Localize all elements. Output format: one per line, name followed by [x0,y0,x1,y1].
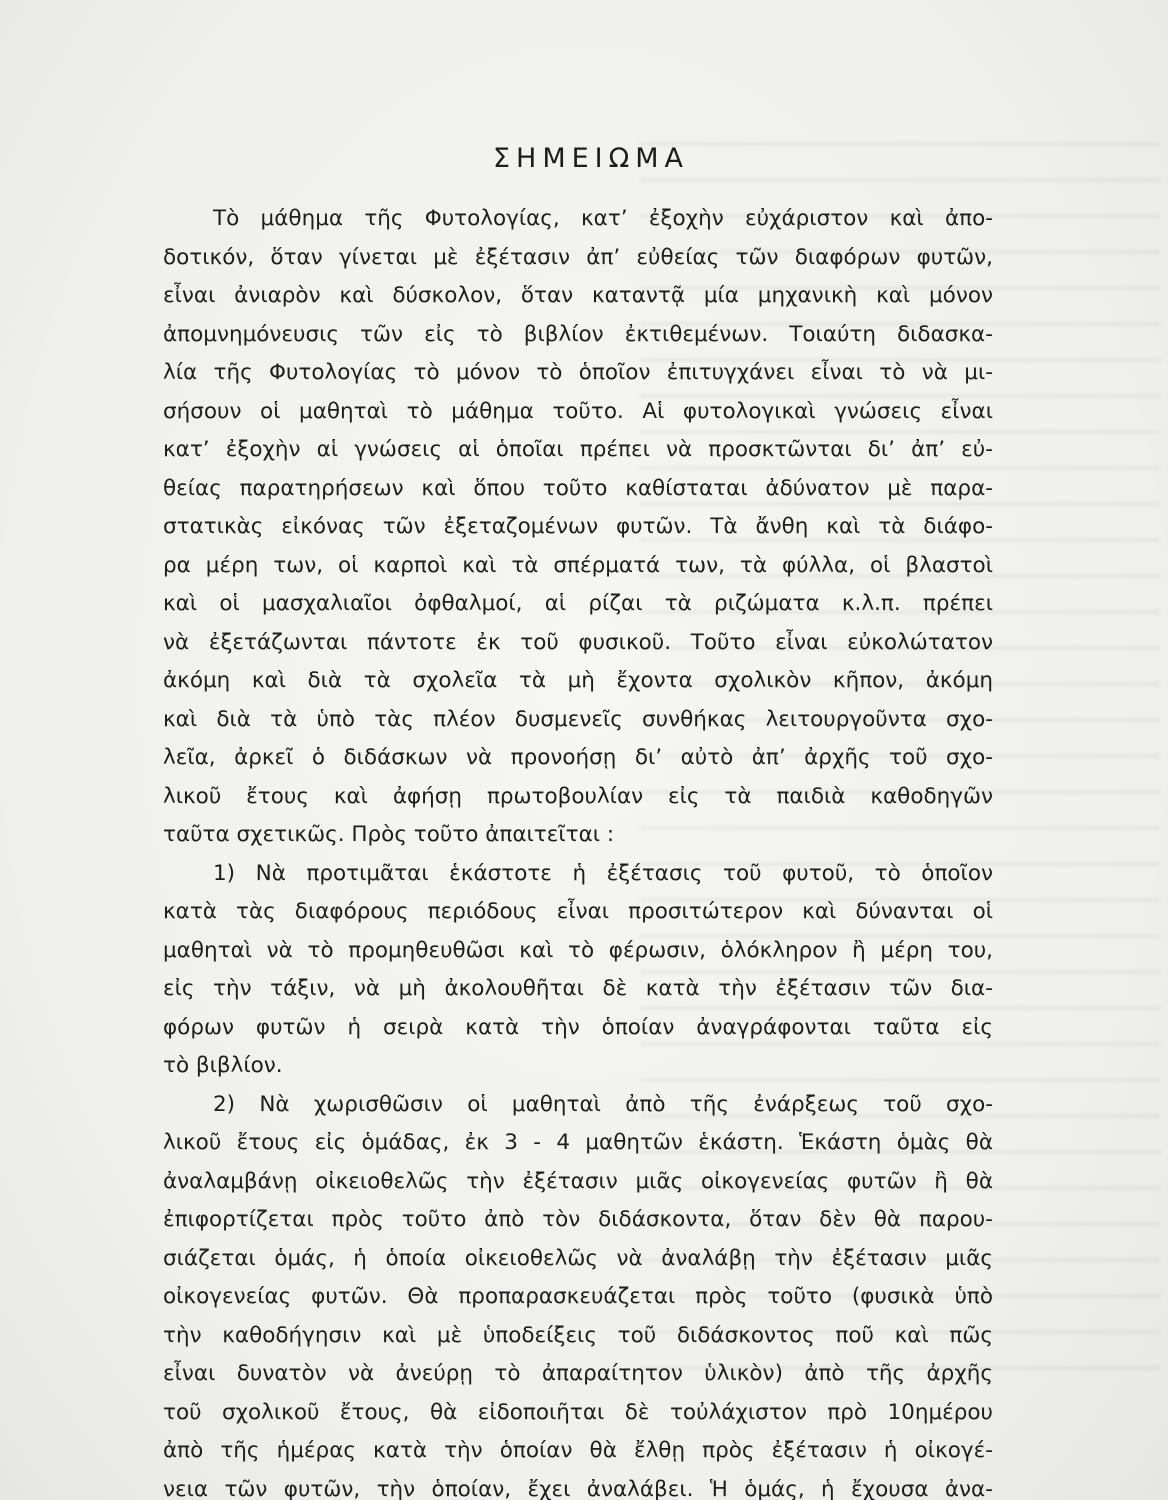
text-line: λικοῦ ἔτους καὶ ἀφήσῃ πρωτοβουλίαν εἰς τὰ παιδιὰ καθοδηγῶν [163,783,993,809]
text-line: σιάζεται ὁμάς, ἡ ὁποία οἰκειοθελῶς νὰ ἀναλάβῃ τὴν ἐξέτασιν μιᾶς [163,1245,993,1271]
body-text [163,200,993,1500]
text-line: λεῖα, ἀρκεῖ ὁ διδάσκων νὰ προνοήσῃ δι’ αὐτὸ ἀπ’ ἀρχῆς τοῦ σχο- [163,745,993,770]
text-line: σήσουν οἱ μαθηταὶ τὸ μάθημα τοῦτο. Αἱ φυτολογικαὶ γνώσεις εἶναι [163,398,993,424]
text-line: τὸ βιβλίον. [163,1053,283,1078]
text-line: νεια τῶν φυτῶν, τὴν ὁποίαν, ἔχει ἀναλάβει. Ἡ ὁμάς, ἡ ἔχουσα ἀνα- [163,1476,993,1500]
text-line: εἶναι δυνατὸν νὰ ἀνεύρῃ τὸ ἀπαραίτητον ὑλικὸν) ἀπὸ τῆς ἀρχῆς [163,1361,993,1386]
text-line: θείας παρατηρήσεων καὶ ὅπου τοῦτο καθίσταται ἀδύνατον μὲ παρα- [163,475,993,501]
text-line: ταῦτα σχετικῶς. Πρὸς τοῦτο ἀπαιτεῖται : [163,822,615,847]
text-line: λικοῦ ἔτους εἰς ὁμάδας, ἐκ 3 - 4 μαθητῶν ἑκάστη. Ἑκάστη ὁμὰς θὰ [163,1130,993,1155]
text-line: 2) Νὰ χωρισθῶσιν οἱ μαθηταὶ ἀπὸ τῆς ἐνάρξεως τοῦ σχο- [213,1091,993,1117]
text-line: κατὰ τὰς διαφόρους περιόδους εἶναι προσιτώτερον καὶ δύνανται οἱ [163,899,993,924]
text-line: ἀκόμη καὶ διὰ τὰ σχολεῖα τὰ μὴ ἔχοντα σχολικὸν κῆπον, ἀκόμη [163,668,993,693]
text-line: καὶ διὰ τὰ ὑπὸ τὰς πλέον δυσμενεῖς συνθήκας λειτουργοῦντα σχο- [163,706,993,732]
text-line: εἰς τὴν τάξιν, νὰ μὴ ἀκολουθῆται δὲ κατὰ τὴν ἐξέτασιν τῶν δια- [163,976,993,1001]
text-line: νὰ ἐξετάζωνται πάντοτε ἐκ τοῦ φυσικοῦ. Τοῦτο εἶναι εὐκολώτατον [163,629,993,655]
text-line: ἀπομνημόνευσις τῶν εἰς τὸ βιβλίον ἐκτιθεμένων. Τοιαύτη διδασκα- [163,321,993,347]
text-line: δοτικόν, ὅταν γίνεται μὲ ἐξέτασιν ἀπ’ εὐθείας τῶν διαφόρων φυτῶν, [163,244,993,270]
text-line: ἀπὸ τῆς ἡμέρας κατὰ τὴν ὁποίαν θὰ ἔλθῃ πρὸς ἐξέτασιν ἡ οἰκογέ- [163,1438,993,1463]
page-title: ΣΗΜΕΙΩΜΑ [492,143,690,174]
text-line: ἀναλαμβάνῃ οἰκειοθελῶς τὴν ἐξέτασιν μιᾶς οἰκογενείας φυτῶν ἢ θὰ [163,1168,993,1194]
text-line: ἐπιφορτίζεται πρὸς τοῦτο ἀπὸ τὸν διδάσκοντα, ὅταν δὲν θὰ παρου- [163,1207,993,1232]
text-line: τοῦ σχολικοῦ ἔτους, θὰ εἰδοποιῆται δὲ τοὐλάχιστον πρὸ 10ημέρου [163,1399,993,1425]
text-line: εἶναι ἀνιαρὸν καὶ δύσκολον, ὅταν καταντᾷ μία μηχανικὴ καὶ μόνον [163,283,993,308]
text-line: καὶ οἱ μασχαλιαῖοι ὀφθαλμοί, αἱ ρίζαι τὰ ριζώματα κ.λ.π. πρέπει [163,591,993,616]
text-line: λία τῆς Φυτολογίας τὸ μόνον τὸ ὁποῖον ἐπιτυγχάνει εἶναι τὸ νὰ μι- [163,360,993,385]
text-line: 1) Νὰ προτιμᾶται ἑκάστοτε ἡ ἐξέτασις τοῦ φυτοῦ, τὸ ὁποῖον [213,860,993,886]
text-line: Τὸ μάθημα τῆς Φυτολογίας, κατ’ ἐξοχὴν εὐχάριστον καὶ ἀπο- [213,206,993,231]
text-line: μαθηταὶ νὰ τὸ προμηθευθῶσι καὶ τὸ φέρωσιν, ὁλόκληρον ἢ μέρη του, [163,937,993,963]
text-line: ρα μέρη των, οἱ καρποὶ καὶ τὰ σπέρματά των, τὰ φύλλα, οἱ βλαστοὶ [163,552,993,578]
text-line: οἰκογενείας φυτῶν. Θὰ προπαρασκευάζεται πρὸς τοῦτο (φυσικὰ ὑπὸ [163,1284,993,1309]
text-line: κατ’ ἐξοχὴν αἱ γνώσεις αἱ ὁποῖαι πρέπει νὰ προσκτῶνται δι’ ἀπ’ εὐ- [163,437,993,462]
text-line: φόρων φυτῶν ἡ σειρὰ κατὰ τὴν ὁποίαν ἀναγράφονται ταῦτα εἰς [163,1014,993,1040]
text-line: στατικὰς εἰκόνας τῶν ἐξεταζομένων φυτῶν. Τὰ ἄνθη καὶ τὰ διάφο- [163,514,993,539]
text-line: τὴν καθοδήγησιν καὶ μὲ ὑποδείξεις τοῦ διδάσκοντος ποῦ καὶ πῶς [163,1322,993,1348]
